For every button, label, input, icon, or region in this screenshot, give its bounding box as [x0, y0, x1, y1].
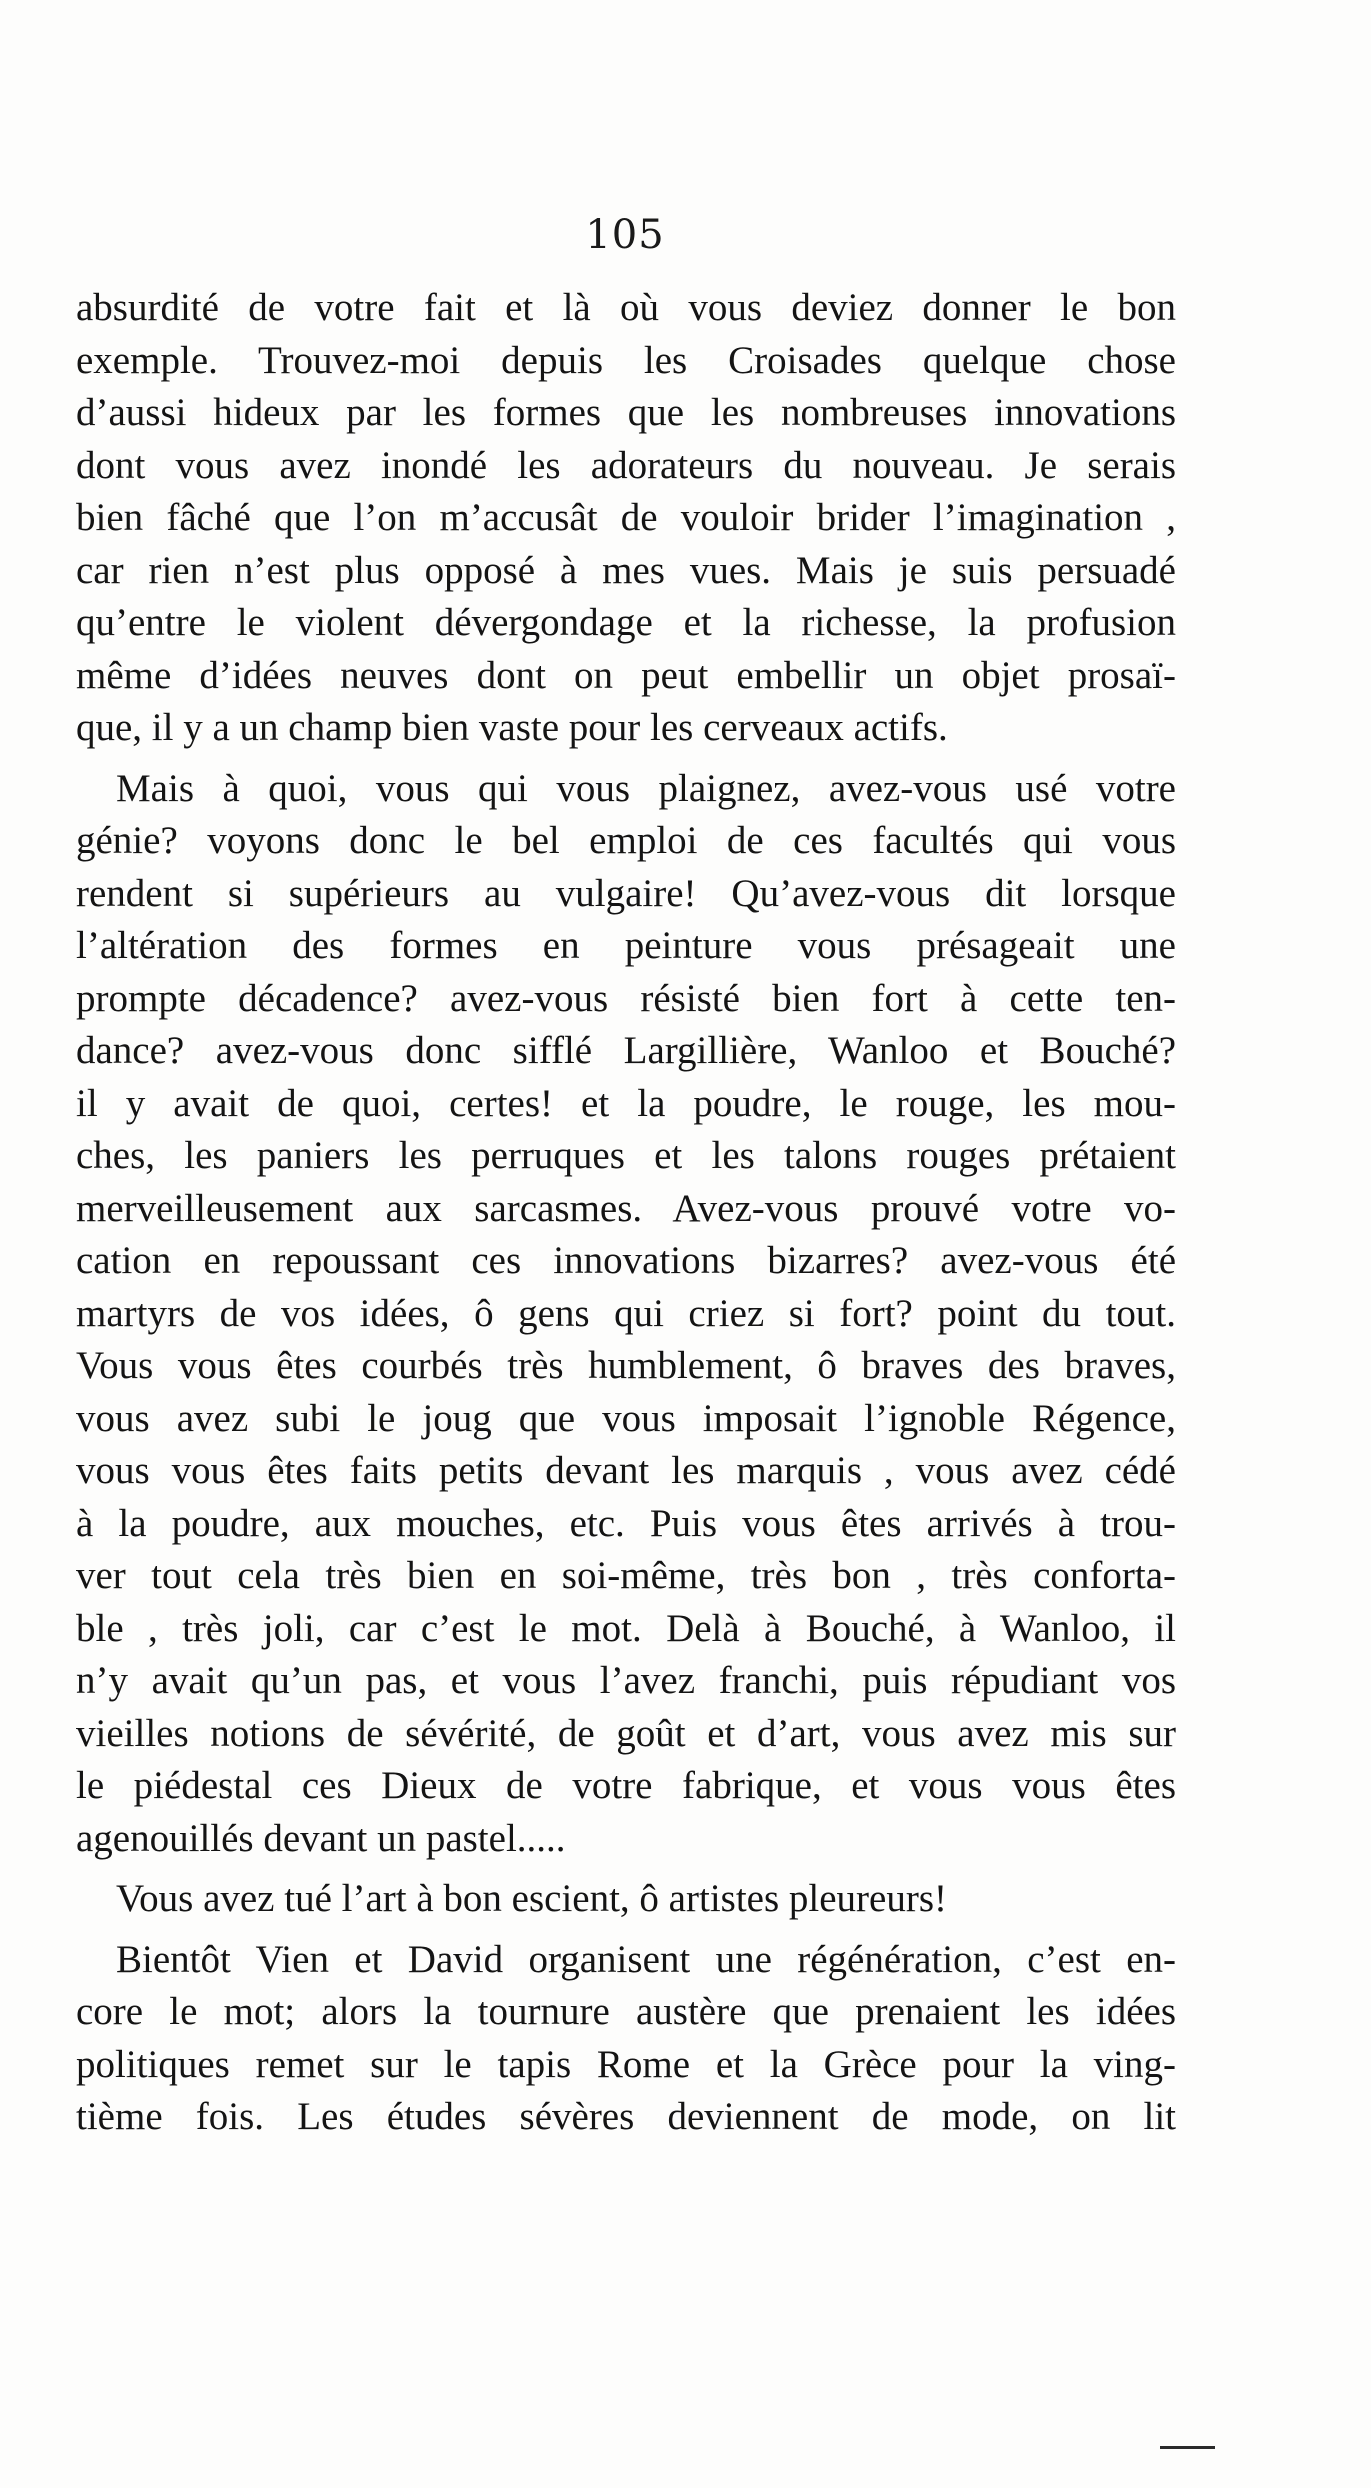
text-line: vous vous êtes faits petits devant les marquis , vous avez cédé — [76, 1449, 1176, 1492]
body-text — [76, 282, 1176, 2144]
text-line: Bientôt Vien et David organisent une régénération, c’est en- — [116, 1937, 1176, 1981]
text-line: Vous avez tué l’art à bon escient, ô artistes pleureurs! — [116, 1877, 947, 1920]
text-line: Mais à quoi, vous qui vous plaignez, avez-vous usé votre — [116, 766, 1176, 810]
text-line: cation en repoussant ces innovations bizarres? avez-vous été — [76, 1239, 1176, 1282]
text-line: politiques remet sur le tapis Rome et la Grèce pour la ving- — [76, 2042, 1176, 2086]
text-line: il y avait de quoi, certes! et la poudre, le rouge, les mou- — [76, 1081, 1176, 1125]
text-line: génie? voyons donc le bel emploi de ces facultés qui vous — [76, 819, 1176, 862]
text-line: vieilles notions de sévérité, de goût et d’art, vous avez mis sur — [76, 1711, 1176, 1755]
text-line: merveilleusement aux sarcasmes. Avez-vous prouvé votre vo- — [76, 1186, 1176, 1230]
paragraph — [76, 1873, 1176, 1926]
text-line: le piédestal ces Dieux de votre fabrique, et vous vous êtes — [76, 1764, 1176, 1807]
text-line: car rien n’est plus opposé à mes vues. Mais je suis persuadé — [76, 548, 1176, 592]
text-line: rendent si supérieurs au vulgaire! Qu’avez-vous dit lorsque — [76, 871, 1176, 915]
text-line: ble , très joli, car c’est le mot. Delà à Bouché, à Wanloo, il — [76, 1606, 1176, 1650]
text-line: à la poudre, aux mouches, etc. Puis vous êtes arrivés à trou- — [76, 1501, 1176, 1545]
text-line: même d’idées neuves dont on peut embellir un objet prosaï- — [76, 653, 1176, 697]
text-line: tième fois. Les études sévères deviennent de mode, on lit — [76, 2095, 1176, 2138]
text-line: ches, les paniers les perruques et les talons rouges prétaient — [76, 1134, 1176, 1177]
text-line: absurdité de votre fait et là où vous deviez donner le bon — [76, 286, 1176, 329]
page-number: 105 — [585, 212, 665, 258]
text-line: n’y avait qu’un pas, et vous l’avez franchi, puis répudiant vos — [76, 1659, 1176, 1702]
bottom-rule — [1160, 2446, 1215, 2449]
paragraph — [76, 1934, 1176, 2144]
text-line: d’aussi hideux par les formes que les nombreuses innovations — [76, 391, 1176, 434]
text-line: qu’entre le violent dévergondage et la richesse, la profusion — [76, 601, 1176, 644]
text-line: prompte décadence? avez-vous résisté bien fort à cette ten- — [76, 976, 1176, 1020]
text-line: bien fâché que l’on m’accusât de vouloir brider l’imagination , — [76, 496, 1176, 539]
text-line: ver tout cela très bien en soi-même, très bon , très conforta- — [76, 1554, 1176, 1597]
text-line: exemple. Trouvez-moi depuis les Croisades quelque chose — [76, 338, 1176, 382]
text-line: vous avez subi le joug que vous imposait l’ignoble Régence, — [76, 1396, 1176, 1440]
text-line: agenouillés devant un pastel..... — [76, 1816, 566, 1860]
text-line: dont vous avez inondé les adorateurs du nouveau. Je serais — [76, 443, 1176, 487]
text-line: l’altération des formes en peinture vous présageait une — [76, 924, 1176, 967]
text-line: martyrs de vos idées, ô gens qui criez si fort? point du tout. — [76, 1291, 1176, 1335]
paragraph — [76, 282, 1176, 755]
text-line: core le mot; alors la tournure austère que prenaient les idées — [76, 1990, 1176, 2033]
text-line: dance? avez-vous donc sifflé Largillière, Wanloo et Bouché? — [76, 1029, 1176, 1072]
text-line: Vous vous êtes courbés très humblement, ô braves des braves, — [76, 1344, 1176, 1387]
text-line: que, il y a un champ bien vaste pour les cerveaux actifs. — [76, 706, 948, 749]
paragraph — [76, 763, 1176, 1866]
